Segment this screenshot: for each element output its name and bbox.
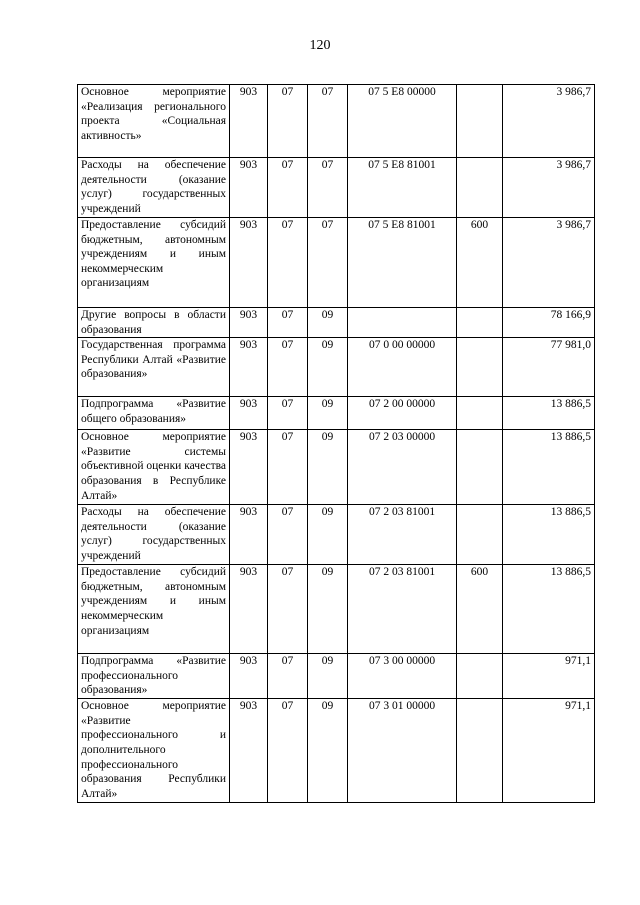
row-gr: 903 xyxy=(230,218,268,308)
table-row xyxy=(78,85,595,158)
table-row xyxy=(78,308,595,338)
row-pr: 07 xyxy=(308,85,348,158)
row-name: Государственная программа Республики Алтай «Развитие образования» xyxy=(78,338,230,397)
row-vr xyxy=(457,654,503,699)
row-gr: 903 xyxy=(230,699,268,803)
row-sum: 3 986,7 xyxy=(503,218,595,308)
row-sum: 78 166,9 xyxy=(503,308,595,338)
row-gr: 903 xyxy=(230,397,268,430)
row-csr: 07 0 00 00000 xyxy=(348,338,457,397)
row-rz: 07 xyxy=(268,218,308,308)
row-vr xyxy=(457,158,503,218)
row-gr: 903 xyxy=(230,308,268,338)
row-csr: 07 5 E8 00000 xyxy=(348,85,457,158)
row-csr: 07 5 E8 81001 xyxy=(348,158,457,218)
page-number: 120 xyxy=(309,38,331,53)
row-vr xyxy=(457,505,503,565)
row-pr: 09 xyxy=(308,505,348,565)
row-pr: 09 xyxy=(308,654,348,699)
row-gr: 903 xyxy=(230,338,268,397)
row-vr xyxy=(457,397,503,430)
row-sum: 13 886,5 xyxy=(503,430,595,505)
row-sum: 971,1 xyxy=(503,699,595,803)
row-rz: 07 xyxy=(268,430,308,505)
row-pr: 09 xyxy=(308,338,348,397)
row-rz: 07 xyxy=(268,397,308,430)
row-gr: 903 xyxy=(230,430,268,505)
row-pr: 09 xyxy=(308,699,348,803)
row-rz: 07 xyxy=(268,85,308,158)
row-vr: 600 xyxy=(457,218,503,308)
row-sum: 3 986,7 xyxy=(503,85,595,158)
row-csr: 07 2 03 00000 xyxy=(348,430,457,505)
table-row xyxy=(78,430,595,505)
row-pr: 09 xyxy=(308,308,348,338)
row-name: Предоставление субсидий бюджетным, автономным учреждениям и иным некоммерческим организациям xyxy=(78,565,230,654)
row-sum: 13 886,5 xyxy=(503,397,595,430)
row-name: Основное мероприятие «Реализация регионального проекта «Социальная активность» xyxy=(78,85,230,158)
row-csr: 07 5 E8 81001 xyxy=(348,218,457,308)
row-gr: 903 xyxy=(230,565,268,654)
row-csr: 07 2 00 00000 xyxy=(348,397,457,430)
table-row xyxy=(78,218,595,308)
row-sum: 13 886,5 xyxy=(503,505,595,565)
budget-table-body xyxy=(78,85,595,803)
row-rz: 07 xyxy=(268,565,308,654)
row-csr: 07 2 03 81001 xyxy=(348,565,457,654)
row-pr: 09 xyxy=(308,430,348,505)
row-vr xyxy=(457,430,503,505)
table-row xyxy=(78,565,595,654)
row-name: Основное мероприятие «Развитие системы объективной оценки качества образования в Республике Алтай» xyxy=(78,430,230,505)
row-name: Основное мероприятие «Развитие профессионального и дополнительного профессионального образования Республики Алтай» xyxy=(78,699,230,803)
row-name: Расходы на обеспечение деятельности (оказание услуг) государственных учреждений xyxy=(78,158,230,218)
table-row xyxy=(78,654,595,699)
row-name: Подпрограмма «Развитие профессионального образования» xyxy=(78,654,230,699)
table-row xyxy=(78,397,595,430)
table-row xyxy=(78,158,595,218)
row-pr: 07 xyxy=(308,158,348,218)
row-rz: 07 xyxy=(268,158,308,218)
row-csr: 07 2 03 81001 xyxy=(348,505,457,565)
row-vr: 600 xyxy=(457,565,503,654)
row-gr: 903 xyxy=(230,158,268,218)
row-name: Расходы на обеспечение деятельности (оказание услуг) государственных учреждений xyxy=(78,505,230,565)
row-rz: 07 xyxy=(268,338,308,397)
row-name: Другие вопросы в области образования xyxy=(78,308,230,338)
row-csr: 07 3 01 00000 xyxy=(348,699,457,803)
row-rz: 07 xyxy=(268,654,308,699)
row-sum: 3 986,7 xyxy=(503,158,595,218)
row-name: Подпрограмма «Развитие общего образования» xyxy=(78,397,230,430)
row-vr xyxy=(457,338,503,397)
row-sum: 13 886,5 xyxy=(503,565,595,654)
row-pr: 07 xyxy=(308,218,348,308)
row-rz: 07 xyxy=(268,699,308,803)
row-name: Предоставление субсидий бюджетным, автономным учреждениям и иным некоммерческим организациям xyxy=(78,218,230,308)
row-gr: 903 xyxy=(230,654,268,699)
row-rz: 07 xyxy=(268,308,308,338)
table-row xyxy=(78,699,595,803)
row-gr: 903 xyxy=(230,505,268,565)
budget-table xyxy=(77,84,595,803)
row-pr: 09 xyxy=(308,397,348,430)
row-vr xyxy=(457,699,503,803)
row-vr xyxy=(457,308,503,338)
row-rz: 07 xyxy=(268,505,308,565)
table-row xyxy=(78,338,595,397)
row-sum: 77 981,0 xyxy=(503,338,595,397)
row-csr xyxy=(348,308,457,338)
row-csr: 07 3 00 00000 xyxy=(348,654,457,699)
row-gr: 903 xyxy=(230,85,268,158)
row-pr: 09 xyxy=(308,565,348,654)
table-row xyxy=(78,505,595,565)
row-vr xyxy=(457,85,503,158)
row-sum: 971,1 xyxy=(503,654,595,699)
